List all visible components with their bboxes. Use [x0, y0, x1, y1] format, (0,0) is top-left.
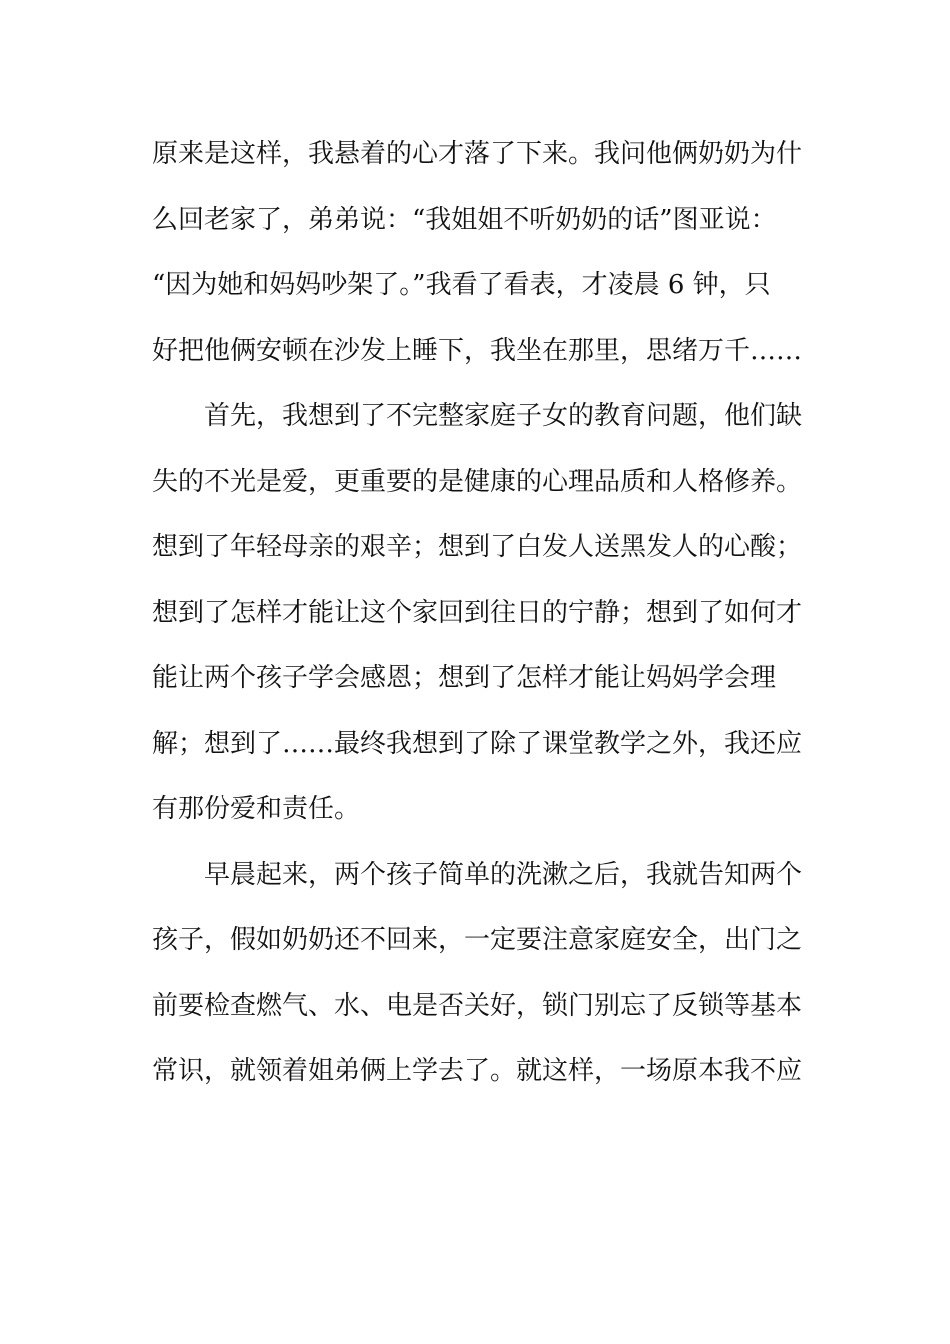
text-line: “因为她和妈妈吵架了。”我看了看表，才凌晨 6 钟，只: [152, 270, 771, 300]
text-line: 失的不光是爱，更重要的是健康的心理品质和人格修养。: [152, 466, 803, 497]
text-line: 有那份爱和责任。: [152, 794, 361, 824]
text-line: 前要检查燃气、水、电是否关好，锁门别忘了反锁等基本: [152, 990, 803, 1021]
text-line: 好把他俩安顿在沙发上睡下，我坐在那里，思绪万千……: [152, 335, 803, 366]
text-line: 想到了年轻母亲的艰辛；想到了白发人送黑发人的心酸；: [152, 532, 803, 562]
document-body: [152, 122, 802, 1105]
paragraph-first-line: 早晨起来，两个孩子简单的洗漱之后，我就告知两个: [204, 859, 803, 890]
text-line: 常识，就领着姐弟俩上学去了。就这样，一场原本我不应: [152, 1056, 803, 1086]
text-line: 解；想到了……最终我想到了除了课堂教学之外，我还应: [152, 728, 803, 759]
text-line: 想到了怎样才能让这个家回到往日的宁静；想到了如何才: [152, 597, 803, 628]
text-line: 原来是这样，我悬着的心才落了下来。我问他俩奶奶为什: [152, 139, 803, 169]
text-line: 么回老家了，弟弟说：“我姐姐不听奶奶的话”图亚说：: [152, 204, 777, 235]
paragraph-first-line: 首先，我想到了不完整家庭子女的教育问题，他们缺: [204, 401, 803, 431]
text-line: 孩子，假如奶奶还不回来，一定要注意家庭安全，出门之: [152, 925, 803, 955]
text-line: 能让两个孩子学会感恩；想到了怎样才能让妈妈学会理: [152, 663, 777, 693]
